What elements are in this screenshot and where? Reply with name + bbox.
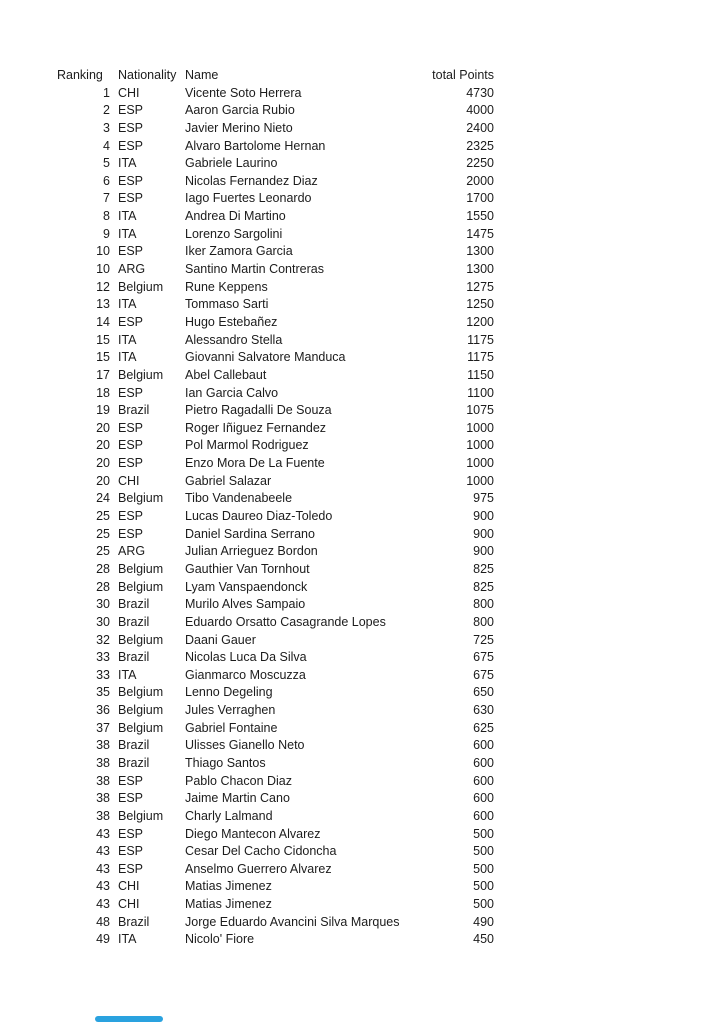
points-cell: 600	[473, 738, 494, 753]
points-cell: 2325	[466, 138, 494, 153]
table-row	[57, 878, 502, 896]
points-cell: 490	[473, 914, 494, 929]
name-cell: Gabriele Laurino	[185, 156, 278, 171]
nationality-cell: Brazil	[118, 403, 150, 418]
rank-cell: 7	[103, 191, 110, 206]
name-cell: Eduardo Orsatto Casagrande Lopes	[185, 614, 386, 629]
name-cell: Daani Gauer	[185, 632, 256, 647]
nationality-cell: ESP	[118, 773, 144, 788]
nationality-cell: ESP	[118, 244, 144, 259]
name-cell: Thiago Santos	[185, 755, 266, 770]
table-row	[57, 596, 502, 614]
table-row	[57, 367, 502, 385]
rank-cell: 20	[96, 420, 110, 435]
name-cell: Nicolo' Fiore	[185, 932, 255, 947]
rank-cell: 43	[96, 844, 110, 859]
rank-cell: 12	[96, 279, 110, 294]
rank-cell: 10	[96, 262, 110, 277]
points-cell: 1000	[466, 456, 494, 471]
rank-cell: 38	[96, 755, 110, 770]
name-cell: Jules Verraghen	[185, 703, 276, 718]
table-row	[57, 579, 502, 597]
points-cell: 800	[473, 597, 494, 612]
nationality-cell: ITA	[118, 332, 137, 347]
nationality-cell: ESP	[118, 456, 144, 471]
header-total-points: total Points	[432, 68, 494, 82]
table-row	[57, 526, 502, 544]
table-row	[57, 402, 502, 420]
rank-cell: 25	[96, 544, 110, 559]
rank-cell: 25	[96, 526, 110, 541]
rank-cell: 5	[103, 156, 110, 171]
name-cell: Cesar Del Cacho Cidoncha	[185, 844, 337, 859]
table-header-row	[57, 67, 502, 85]
table-row	[57, 190, 502, 208]
nationality-cell: ITA	[118, 226, 137, 241]
points-cell: 1200	[466, 314, 494, 329]
points-cell: 650	[473, 685, 494, 700]
nationality-cell: Brazil	[118, 650, 150, 665]
nationality-cell: CHI	[118, 85, 140, 100]
points-cell: 2250	[466, 156, 494, 171]
nationality-cell: ESP	[118, 138, 144, 153]
points-cell: 825	[473, 579, 494, 594]
name-cell: Iago Fuertes Leonardo	[185, 191, 312, 206]
table-row	[57, 279, 502, 297]
nationality-cell: ESP	[118, 173, 144, 188]
table-row	[57, 508, 502, 526]
rank-cell: 14	[96, 314, 110, 329]
table-row	[57, 667, 502, 685]
nationality-cell: ESP	[118, 420, 144, 435]
name-cell: Nicolas Luca Da Silva	[185, 650, 307, 665]
nationality-cell: Brazil	[118, 597, 150, 612]
table-row	[57, 473, 502, 491]
rank-cell: 8	[103, 209, 110, 224]
points-cell: 825	[473, 561, 494, 576]
nationality-cell: Belgium	[118, 703, 164, 718]
header-ranking: Ranking	[57, 68, 103, 82]
rank-cell: 43	[96, 879, 110, 894]
table-row	[57, 914, 502, 932]
rank-cell: 33	[96, 667, 110, 682]
points-cell: 500	[473, 861, 494, 876]
name-cell: Matias Jimenez	[185, 897, 272, 912]
points-cell: 975	[473, 491, 494, 506]
table-row	[57, 543, 502, 561]
points-cell: 600	[473, 773, 494, 788]
header-nationality: Nationality	[118, 68, 177, 82]
name-cell: Andrea Di Martino	[185, 209, 286, 224]
name-cell: Julian Arrieguez Bordon	[185, 544, 318, 559]
nationality-cell: CHI	[118, 473, 140, 488]
nationality-cell: Belgium	[118, 808, 164, 823]
nationality-cell: ESP	[118, 314, 144, 329]
name-cell: Lyam Vanspaendonck	[185, 579, 308, 594]
points-cell: 1150	[467, 367, 494, 382]
table-row	[57, 314, 502, 332]
points-cell: 500	[473, 879, 494, 894]
name-cell: Ian Garcia Calvo	[185, 385, 279, 400]
table-row	[57, 720, 502, 738]
name-cell: Jaime Martin Cano	[185, 791, 290, 806]
points-cell: 900	[473, 526, 494, 541]
table-row	[57, 632, 502, 650]
table-row	[57, 649, 502, 667]
table-row	[57, 861, 502, 879]
nationality-cell: CHI	[118, 897, 140, 912]
points-cell: 2000	[466, 173, 494, 188]
table-row	[57, 755, 502, 773]
name-cell: Vicente Soto Herrera	[185, 85, 302, 100]
points-cell: 1550	[466, 209, 494, 224]
nationality-cell: Brazil	[118, 738, 150, 753]
points-cell: 500	[473, 897, 494, 912]
rank-cell: 38	[96, 791, 110, 806]
table-row	[57, 773, 502, 791]
name-cell: Matias Jimenez	[185, 879, 272, 894]
rank-cell: 37	[96, 720, 110, 735]
name-cell: Gabriel Salazar	[185, 473, 272, 488]
table-row	[57, 896, 502, 914]
name-cell: Santino Martin Contreras	[185, 262, 324, 277]
table-row	[57, 843, 502, 861]
table-row	[57, 120, 502, 138]
table-row	[57, 226, 502, 244]
table-row	[57, 155, 502, 173]
name-cell: Charly Lalmand	[185, 808, 273, 823]
name-cell: Daniel Sardina Serrano	[185, 526, 315, 541]
nationality-cell: ESP	[118, 861, 144, 876]
rank-cell: 2	[103, 103, 110, 118]
rank-cell: 35	[96, 685, 110, 700]
nationality-cell: ITA	[118, 297, 137, 312]
points-cell: 625	[473, 720, 494, 735]
nationality-cell: Belgium	[118, 561, 164, 576]
name-cell: Ulisses Gianello Neto	[185, 738, 305, 753]
table-row	[57, 349, 502, 367]
table-row	[57, 614, 502, 632]
nationality-cell: Belgium	[118, 367, 164, 382]
header-name: Name	[185, 68, 219, 82]
table-row	[57, 808, 502, 826]
table-body	[57, 85, 502, 949]
points-cell: 500	[473, 826, 494, 841]
table-row	[57, 261, 502, 279]
points-cell: 1000	[466, 420, 494, 435]
rank-cell: 32	[96, 632, 110, 647]
rank-cell: 43	[96, 861, 110, 876]
points-cell: 600	[473, 791, 494, 806]
nationality-cell: ESP	[118, 103, 144, 118]
name-cell: Tibo Vandenabeele	[185, 491, 293, 506]
table-row	[57, 420, 502, 438]
nationality-cell: ESP	[118, 438, 144, 453]
nationality-cell: Belgium	[118, 720, 164, 735]
table-row	[57, 385, 502, 403]
rank-cell: 13	[96, 297, 110, 312]
name-cell: Rune Keppens	[185, 279, 268, 294]
nationality-cell: CHI	[118, 879, 140, 894]
points-cell: 675	[473, 650, 494, 665]
nationality-cell: ESP	[118, 826, 144, 841]
table-row	[57, 102, 502, 120]
nationality-cell: ESP	[118, 526, 144, 541]
table-row	[57, 455, 502, 473]
ranking-table	[57, 67, 502, 949]
rank-cell: 24	[96, 491, 110, 506]
name-cell: Roger Iñiguez Fernandez	[185, 420, 327, 435]
name-cell: Gauthier Van Tornhout	[185, 561, 310, 576]
name-cell: Abel Callebaut	[185, 367, 267, 382]
points-cell: 4730	[466, 85, 494, 100]
rank-cell: 28	[96, 561, 110, 576]
points-cell: 1000	[466, 438, 494, 453]
points-cell: 675	[473, 667, 494, 682]
nationality-cell: ESP	[118, 844, 144, 859]
points-cell: 600	[473, 755, 494, 770]
name-cell: Anselmo Guerrero Alvarez	[185, 861, 332, 876]
rank-cell: 10	[96, 244, 110, 259]
table-row	[57, 490, 502, 508]
points-cell: 1300	[466, 262, 494, 277]
name-cell: Nicolas Fernandez Diaz	[185, 173, 318, 188]
name-cell: Aaron Garcia Rubio	[185, 103, 295, 118]
nationality-cell: ITA	[118, 350, 137, 365]
points-cell: 450	[473, 932, 494, 947]
name-cell: Pietro Ragadalli De Souza	[185, 403, 332, 418]
rank-cell: 20	[96, 438, 110, 453]
rank-cell: 15	[96, 350, 110, 365]
nationality-cell: ITA	[118, 209, 137, 224]
name-cell: Gabriel Fontaine	[185, 720, 278, 735]
name-cell: Alessandro Stella	[185, 332, 283, 347]
name-cell: Alvaro Bartolome Hernan	[185, 138, 326, 153]
nationality-cell: ESP	[118, 385, 144, 400]
name-cell: Iker Zamora Garcia	[185, 244, 293, 259]
points-cell: 1250	[466, 297, 494, 312]
rank-cell: 6	[103, 173, 110, 188]
rank-cell: 38	[96, 808, 110, 823]
points-cell: 900	[473, 544, 494, 559]
points-cell: 2400	[466, 120, 494, 135]
nationality-cell: Belgium	[118, 632, 164, 647]
rank-cell: 17	[96, 367, 110, 382]
nationality-cell: ITA	[118, 932, 137, 947]
name-cell: Gianmarco Moscuzza	[185, 667, 306, 682]
points-cell: 1300	[466, 244, 494, 259]
points-cell: 1100	[467, 385, 494, 400]
table-row	[57, 737, 502, 755]
rank-cell: 15	[96, 332, 110, 347]
rank-cell: 20	[96, 456, 110, 471]
nationality-cell: ESP	[118, 191, 144, 206]
table-row	[57, 561, 502, 579]
rank-cell: 19	[96, 403, 110, 418]
rank-cell: 36	[96, 703, 110, 718]
nationality-cell: Belgium	[118, 491, 164, 506]
bottom-progress-bar	[95, 1016, 163, 1022]
nationality-cell: Belgium	[118, 579, 164, 594]
table-row	[57, 173, 502, 191]
points-cell: 1475	[466, 226, 494, 241]
rank-cell: 43	[96, 897, 110, 912]
name-cell: Diego Mantecon Alvarez	[185, 826, 321, 841]
rank-cell: 1	[103, 85, 110, 100]
points-cell: 900	[473, 509, 494, 524]
rank-cell: 25	[96, 509, 110, 524]
points-cell: 1000	[466, 473, 494, 488]
table-row	[57, 208, 502, 226]
table-row	[57, 332, 502, 350]
points-cell: 630	[473, 703, 494, 718]
rank-cell: 38	[96, 773, 110, 788]
nationality-cell: ESP	[118, 509, 144, 524]
table-row	[57, 702, 502, 720]
table-row	[57, 684, 502, 702]
points-cell: 1175	[467, 332, 494, 347]
points-cell: 600	[473, 808, 494, 823]
points-cell: 1700	[466, 191, 494, 206]
rank-cell: 30	[96, 597, 110, 612]
table-row	[57, 790, 502, 808]
nationality-cell: Brazil	[118, 914, 150, 929]
rank-cell: 38	[96, 738, 110, 753]
name-cell: Tommaso Sarti	[185, 297, 269, 312]
name-cell: Jorge Eduardo Avancini Silva Marques	[185, 914, 400, 929]
rank-cell: 20	[96, 473, 110, 488]
nationality-cell: ESP	[118, 120, 144, 135]
table-row	[57, 437, 502, 455]
table-row	[57, 85, 502, 103]
nationality-cell: Brazil	[118, 614, 150, 629]
points-cell: 4000	[466, 103, 494, 118]
name-cell: Enzo Mora De La Fuente	[185, 456, 325, 471]
name-cell: Murilo Alves Sampaio	[185, 597, 306, 612]
table-row	[57, 243, 502, 261]
rank-cell: 30	[96, 614, 110, 629]
name-cell: Giovanni Salvatore Manduca	[185, 350, 346, 365]
rank-cell: 9	[103, 226, 110, 241]
rank-cell: 33	[96, 650, 110, 665]
nationality-cell: ARG	[118, 262, 146, 277]
name-cell: Hugo Estebañez	[185, 314, 278, 329]
nationality-cell: Belgium	[118, 685, 164, 700]
nationality-cell: ITA	[118, 156, 137, 171]
nationality-cell: ITA	[118, 667, 137, 682]
points-cell: 1275	[466, 279, 494, 294]
name-cell: Lenno Degeling	[185, 685, 273, 700]
nationality-cell: ESP	[118, 791, 144, 806]
rank-cell: 43	[96, 826, 110, 841]
table-row	[57, 826, 502, 844]
rank-cell: 28	[96, 579, 110, 594]
rank-cell: 4	[103, 138, 110, 153]
name-cell: Javier Merino Nieto	[185, 120, 293, 135]
name-cell: Lucas Daureo Diaz-Toledo	[185, 509, 333, 524]
points-cell: 500	[473, 844, 494, 859]
name-cell: Pol Marmol Rodriguez	[185, 438, 309, 453]
points-cell: 725	[473, 632, 494, 647]
points-cell: 1175	[467, 350, 494, 365]
name-cell: Lorenzo Sargolini	[185, 226, 283, 241]
nationality-cell: ARG	[118, 544, 146, 559]
points-cell: 800	[473, 614, 494, 629]
name-cell: Pablo Chacon Diaz	[185, 773, 293, 788]
rank-cell: 3	[103, 120, 110, 135]
rank-cell: 48	[96, 914, 110, 929]
points-cell: 1075	[466, 403, 494, 418]
nationality-cell: Brazil	[118, 755, 150, 770]
table-row	[57, 296, 502, 314]
table-row	[57, 931, 502, 949]
rank-cell: 18	[96, 385, 110, 400]
table-row	[57, 138, 502, 156]
nationality-cell: Belgium	[118, 279, 164, 294]
rank-cell: 49	[96, 932, 110, 947]
